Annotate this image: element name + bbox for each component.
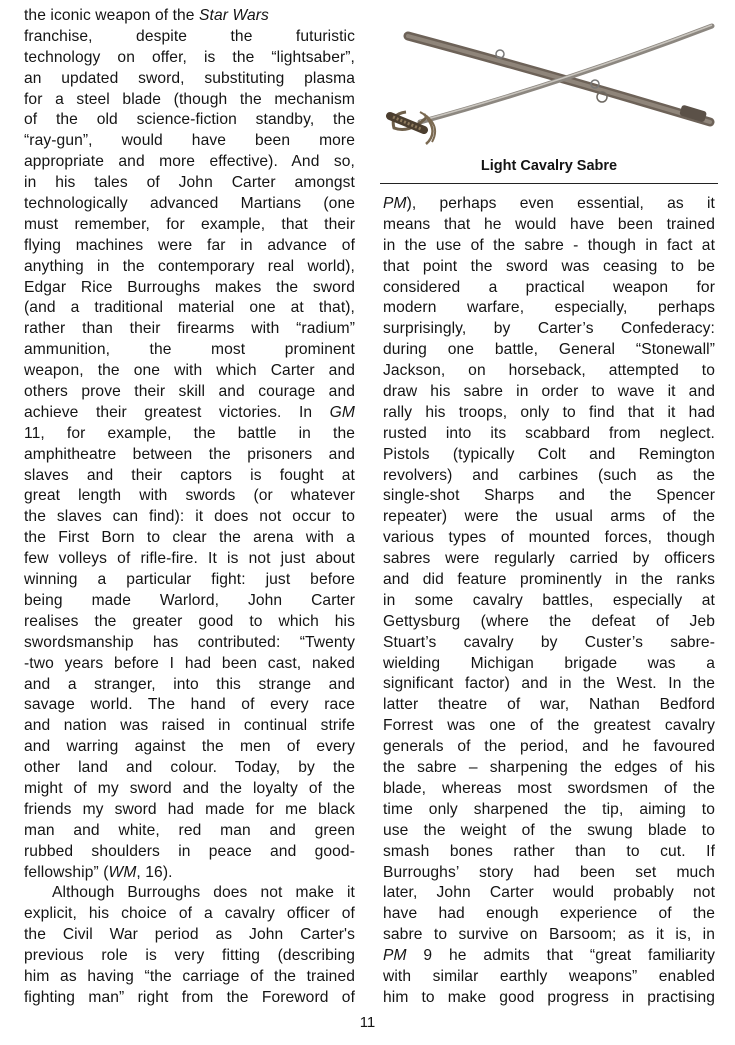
figure-caption: Light Cavalry Sabre [480, 158, 618, 174]
text-run: -two years before I had been cast, naked [24, 654, 355, 672]
text-line [24, 716, 355, 737]
text-line [24, 842, 355, 863]
text-run: WM [108, 863, 137, 881]
text-line [383, 946, 715, 967]
text-line [383, 278, 715, 299]
text-run: surprisingly, by Carter’s Confederacy: [383, 320, 715, 338]
page-number: 11 [359, 1014, 376, 1031]
text-line [383, 967, 715, 988]
text-line [24, 967, 355, 988]
text-run: significant factor) and in the West. In the [383, 675, 715, 693]
text-run: Pistols (typically Colt and Remington [383, 445, 715, 463]
text-run: and a stranger, into this strange and [24, 675, 355, 693]
text-line [383, 194, 715, 215]
text-run: slaves and their captors is fought at [24, 466, 355, 484]
text-run: an updated sword, substituting plasma [24, 69, 355, 87]
text-run: might of my sword and the loyalty of the [24, 779, 355, 797]
text-run: realises the greater good to which his [24, 612, 355, 630]
text-line [24, 278, 355, 299]
text-run: rubbed shoulders in peace and good- [24, 842, 355, 860]
text-run: Stuart’s cavalry by Custer’s sabre- [383, 633, 715, 651]
text-line [24, 194, 355, 215]
text-run: in some cavalry battles, especially at [383, 591, 715, 609]
text-line [24, 821, 355, 842]
text-run: rally his troops, only to find that it had [383, 403, 715, 421]
text-line [24, 779, 355, 800]
text-line [383, 612, 715, 633]
text-line [24, 695, 355, 716]
text-run: single-shot Sharps and the Spencer [383, 487, 715, 505]
text-run: amphitheatre between the prisoners and [24, 445, 355, 463]
text-line [24, 319, 355, 340]
text-run: later, John Carter would probably not [383, 884, 715, 902]
text-line [24, 361, 355, 382]
text-line [24, 800, 355, 821]
text-run: sabre to survive on Barsoom; as it is, in [383, 926, 715, 944]
text-line [24, 340, 355, 361]
text-run: 11, for example, the battle in the [24, 424, 355, 442]
text-line [383, 674, 715, 695]
text-run: Star Wars [199, 7, 269, 24]
text-run: PM [383, 195, 407, 212]
text-run: the Civil War period as John Carter's [24, 926, 355, 944]
text-run: in the use of the sabre - though in fact at [383, 236, 715, 254]
text-run: and nation was raised in continual strife [24, 717, 355, 735]
text-run: Jackson, on horseback, attempted to [383, 362, 715, 380]
text-line [24, 591, 355, 612]
text-run: great length with swords (or whatever [24, 487, 355, 505]
text-run: considered a practical weapon for [383, 278, 715, 296]
text-line [24, 988, 355, 1009]
text-run: weapon, the one with which Carter and [24, 362, 355, 380]
text-run: man and white, red man and green [24, 821, 355, 839]
text-line [24, 528, 355, 549]
text-line [383, 758, 715, 779]
text-line [24, 549, 355, 570]
text-run: Gettysburg (where the defeat of Jeb [383, 612, 715, 630]
separator-rule [380, 183, 718, 184]
text-run: smash bones rather than to cut. If [383, 842, 715, 860]
text-run: explicit, his choice of a cavalry officer of [24, 905, 355, 923]
text-line [24, 257, 355, 278]
text-run: savage world. The hand of every race [24, 696, 355, 714]
text-line [24, 570, 355, 591]
text-line [24, 236, 355, 257]
text-line [383, 988, 715, 1009]
text-line [383, 842, 715, 863]
text-line [383, 716, 715, 737]
text-line [383, 466, 715, 487]
text-run: for a steel blade (though the mechanism [24, 90, 355, 108]
text-line [383, 257, 715, 278]
text-run: and warring against the men of every [24, 738, 355, 756]
text-run: 9 he admits that “great familiarity [406, 947, 715, 965]
text-run: technologically advanced Martians (one [24, 195, 355, 213]
text-run: with similar earthly weapons” enabled [383, 967, 715, 985]
text-run: GM [329, 403, 355, 421]
text-line [24, 925, 355, 946]
text-line [383, 633, 715, 654]
text-line [383, 319, 715, 340]
text-run: the iconic weapon of the [24, 7, 200, 24]
text-run: PM [383, 947, 407, 965]
text-line [383, 695, 715, 716]
text-run: must remember, for example, that their [24, 215, 355, 233]
text-run: him to make good progress in practising [383, 988, 715, 1006]
text-line [24, 863, 355, 884]
text-run: of the old science-fiction standby, the [24, 111, 355, 129]
text-line [383, 382, 715, 403]
text-line [24, 675, 355, 696]
text-line [24, 131, 355, 152]
text-run: being made Warlord, John Carter [24, 591, 355, 609]
text-run: rusted into its scabbard from neglect. [383, 424, 715, 442]
text-line [24, 298, 355, 319]
text-run: in his tales of John Carter amongst [24, 174, 355, 192]
text-line [24, 69, 355, 90]
text-run: achieve their greatest victories. In [24, 403, 330, 421]
text-line [24, 946, 355, 967]
text-line [383, 445, 715, 466]
right-text-column [383, 194, 715, 1009]
text-run: previous role is very fitting (describing [24, 947, 355, 965]
text-line [383, 549, 715, 570]
text-run: the slaves can find): it does not occur to [24, 508, 355, 526]
text-line [24, 173, 355, 194]
text-run: fellowship” ( [24, 863, 109, 881]
text-run: means that he would have been trained [383, 215, 715, 233]
text-run: fighting man” right from the Foreword of [24, 988, 355, 1006]
text-line [24, 654, 355, 675]
text-run: others prove their skill and courage and [24, 383, 355, 401]
text-run: draw his sabre in order to wave it and [383, 383, 715, 401]
text-run: the sabre – sharpening the edges of his [383, 759, 715, 777]
text-run: franchise, despite the futuristic [24, 27, 355, 45]
text-line [383, 403, 715, 424]
text-line [383, 821, 715, 842]
text-run: him as having “the carriage of the trained [24, 967, 355, 985]
text-line [24, 152, 355, 173]
text-run: Edgar Rice Burroughs makes the sword [24, 278, 355, 296]
text-run: few volleys of rifle-fire. It is not just about [24, 550, 355, 568]
text-line [24, 424, 355, 445]
text-run: repeater) were the usual arms of the [383, 508, 715, 526]
text-line [383, 236, 715, 257]
text-run: various types of mounted forces, though [383, 529, 715, 547]
text-line [24, 612, 355, 633]
text-line [383, 570, 715, 591]
text-run: generals of the period, and he favoured [383, 738, 715, 756]
text-run: appropriate and more effective). And so, [24, 153, 355, 171]
text-line [24, 6, 355, 27]
text-run: revolvers) and carbines (such as the [383, 466, 715, 484]
text-line [383, 883, 715, 904]
text-line [383, 925, 715, 946]
text-run: blade, whereas most swordsmen of the [383, 779, 715, 797]
text-run: use the weight of the swung blade to [383, 821, 715, 839]
text-line [383, 654, 715, 675]
text-line [383, 800, 715, 821]
text-run: technology on offer, is the “lightsaber”, [24, 48, 355, 66]
left-text-column [24, 6, 355, 1009]
text-line [383, 737, 715, 758]
text-run: wielding Michigan brigade was a [383, 654, 715, 672]
text-line [24, 382, 355, 403]
text-line [24, 445, 355, 466]
text-line [383, 424, 715, 445]
text-run: flying machines were far in advance of [24, 236, 355, 254]
text-run: anything in the contemporary real world), [24, 257, 355, 275]
text-line [24, 466, 355, 487]
text-line [383, 361, 715, 382]
text-run: Burroughs’ story had been set much [383, 863, 715, 881]
text-run: “ray-gun”, would have been more [24, 132, 355, 150]
text-run: sabres were regularly carried by officers [383, 550, 715, 568]
text-run: (and a traditional material one at that), [24, 299, 355, 317]
text-line [383, 298, 715, 319]
text-run: during one battle, General “Stonewall” [383, 341, 715, 359]
text-run: ammunition, the most prominent [24, 341, 355, 359]
text-line [383, 904, 715, 925]
text-run: friends my sword had made for me black [24, 800, 355, 818]
text-run: modern warfare, especially, perhaps [383, 299, 715, 317]
text-run: , 16). [136, 863, 173, 881]
text-line [383, 340, 715, 361]
text-run: that point the sword was ceasing to be [383, 257, 715, 275]
text-run: Forrest was one of the greatest cavalry [383, 717, 715, 735]
text-line [383, 779, 715, 800]
text-run: ), perhaps even essential, as it [406, 195, 715, 212]
text-run: the First Born to clear the arena with a [24, 529, 355, 547]
text-line [24, 48, 355, 69]
text-line [383, 528, 715, 549]
text-line [24, 883, 355, 904]
text-line [24, 27, 355, 48]
text-line [24, 507, 355, 528]
text-run: time only sharpened the tip, aiming to [383, 800, 715, 818]
text-line [24, 758, 355, 779]
text-line [24, 486, 355, 507]
sabre-and-scabbard-illustration [380, 4, 718, 154]
text-line [24, 110, 355, 131]
text-line [24, 633, 355, 654]
text-line [24, 403, 355, 424]
text-line [24, 215, 355, 236]
text-line [383, 507, 715, 528]
text-line [383, 215, 715, 236]
text-run: Although Burroughs does not make it [52, 884, 355, 902]
text-line [24, 737, 355, 758]
text-line [383, 591, 715, 612]
text-line [24, 90, 355, 111]
text-run: winning a particular fight: just before [24, 571, 355, 589]
text-line [383, 863, 715, 884]
text-run: swordsmanship has contributed: “Twenty [24, 633, 355, 651]
text-line [24, 904, 355, 925]
text-run: latter theatre of war, Nathan Bedford [383, 696, 715, 714]
text-run: rather than their firearms with “radium” [24, 320, 355, 338]
text-run: and did feature prominently in the ranks [383, 571, 715, 589]
text-run: other land and colour. Today, by the [24, 759, 355, 777]
text-run: have had enough experience of the [383, 905, 715, 923]
text-line [383, 486, 715, 507]
